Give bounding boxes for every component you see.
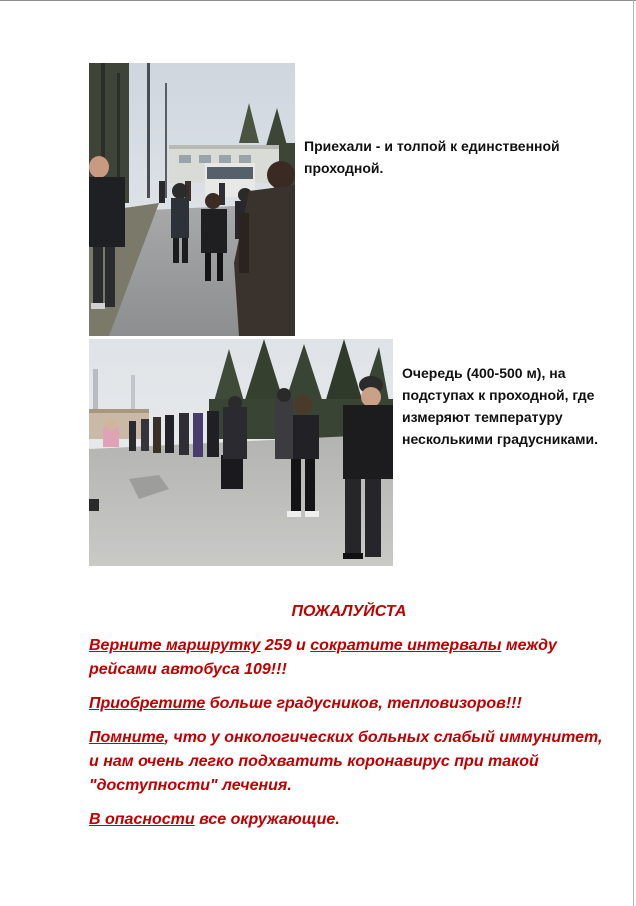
photo-1-caption: Приехали - и толпой к единственной проходной. — [304, 138, 560, 176]
appeal-title: ПОЖАЛУЙСТА — [291, 603, 407, 620]
appeal-section — [89, 600, 609, 842]
page-right-border — [633, 0, 634, 906]
underlined-phrase: В опасности — [89, 811, 195, 828]
photo-2-caption: Очередь (400-500 м), на подступах к проходной, где измеряют температуру несколькими градусниками. — [402, 365, 598, 447]
page-top-border — [0, 0, 636, 1]
appeal-text: , что у онкологических больных слабый иммунитет, и нам очень легко подхватить коронавирус при такой "доступности" лечения. — [89, 729, 603, 794]
appeal-paragraph-minibus — [89, 634, 609, 682]
appeal-paragraph-immunity — [89, 726, 609, 798]
appeal-text: больше градусников, тепловизоров!!! — [205, 695, 522, 712]
photo-queue-line — [89, 339, 393, 566]
underlined-phrase: Приобретите — [89, 695, 206, 712]
appeal-text: все окружающие. — [194, 811, 340, 828]
underlined-phrase: сократите интервалы — [310, 637, 502, 654]
appeal-text: между рейсами автобуса 109!!! — [89, 637, 557, 678]
underlined-phrase: Верните маршрутку — [89, 637, 261, 654]
underlined-phrase: Помните — [89, 729, 165, 746]
appeal-text: 259 и — [260, 637, 311, 654]
photo-queue-line-image — [89, 339, 393, 566]
photo-crowd-walking — [89, 63, 295, 336]
appeal-paragraph-thermometers — [89, 692, 609, 716]
photo-crowd-walking-image — [89, 63, 295, 336]
appeal-paragraph-danger — [89, 808, 609, 832]
